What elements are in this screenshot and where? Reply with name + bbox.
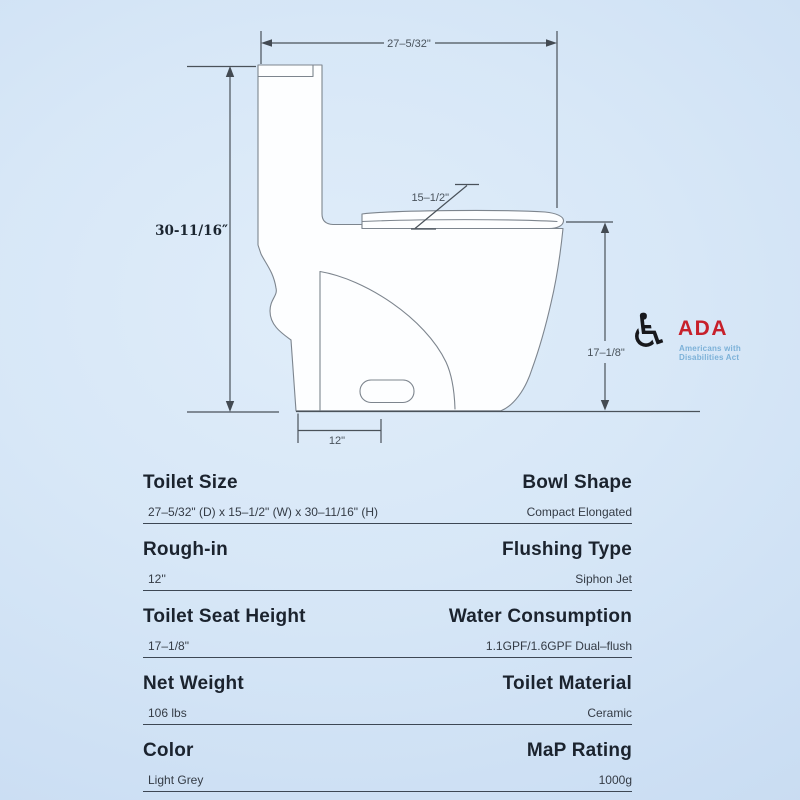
- arrow-left-icon: [261, 39, 272, 47]
- spec-value-map-rating: 1000g: [598, 773, 632, 787]
- spec-row-color-map: [143, 725, 632, 792]
- spec-value-water-consumption: 1.1GPF/1.6GPF Dual–flush: [485, 639, 632, 653]
- spec-value-rough-in: 12'': [148, 572, 166, 586]
- toilet-body-outline: [258, 65, 563, 411]
- ada-title: ADA: [678, 317, 728, 340]
- ada-badge: [628, 304, 758, 370]
- spec-label-color: Color: [143, 740, 194, 761]
- spec-label-water-consumption: Water Consumption: [448, 606, 632, 627]
- spec-table: [143, 457, 632, 792]
- rough-in-label: 12": [328, 435, 346, 447]
- height-dim-label: 30-11/16″: [155, 223, 228, 239]
- spec-row-roughin-flushing: [143, 524, 632, 591]
- drain-outlet: [360, 380, 414, 403]
- spec-label-seat-height: Toilet Seat Height: [143, 606, 306, 627]
- arrow-up-icon: [601, 223, 609, 234]
- spec-label-rough-in: Rough-in: [143, 539, 228, 560]
- spec-row-weight-material: [143, 658, 632, 725]
- ada-subtitle-line1: Americans with: [679, 344, 741, 353]
- arrow-down-icon: [226, 401, 234, 412]
- spec-value-color: Light Grey: [148, 773, 204, 787]
- spec-row-size-shape: [143, 457, 632, 524]
- bowl-height-label: 17–1/8": [587, 347, 625, 359]
- width-dim-label: 27–5/32": [387, 38, 431, 50]
- seat-depth-label: 15–1/2": [411, 192, 449, 204]
- spec-value-seat-height: 17–1/8": [148, 639, 189, 653]
- spec-label-toilet-material: Toilet Material: [502, 673, 632, 694]
- spec-value-net-weight: 106 lbs: [148, 706, 187, 720]
- arrow-up-icon: [226, 66, 234, 77]
- spec-value-toilet-material: Ceramic: [587, 706, 632, 720]
- spec-label-flushing-type: Flushing Type: [502, 539, 632, 560]
- spec-label-bowl-shape: Bowl Shape: [522, 472, 632, 493]
- ada-subtitle-line2: Disabilities Act: [679, 353, 740, 362]
- spec-label-toilet-size: Toilet Size: [143, 472, 238, 493]
- spec-value-flushing-type: Siphon Jet: [575, 572, 632, 586]
- spec-value-toilet-size: 27–5/32" (D) x 15–1/2" (W) x 30–11/16" (H): [148, 505, 378, 519]
- spec-row-seatheight-water: [143, 591, 632, 658]
- spec-label-net-weight: Net Weight: [143, 673, 244, 694]
- arrow-down-icon: [601, 400, 609, 411]
- wheelchair-icon: ♿: [628, 304, 671, 359]
- arrow-right-icon: [546, 39, 557, 47]
- spec-value-bowl-shape: Compact Elongated: [526, 505, 632, 519]
- spec-label-map-rating: MaP Rating: [526, 740, 632, 761]
